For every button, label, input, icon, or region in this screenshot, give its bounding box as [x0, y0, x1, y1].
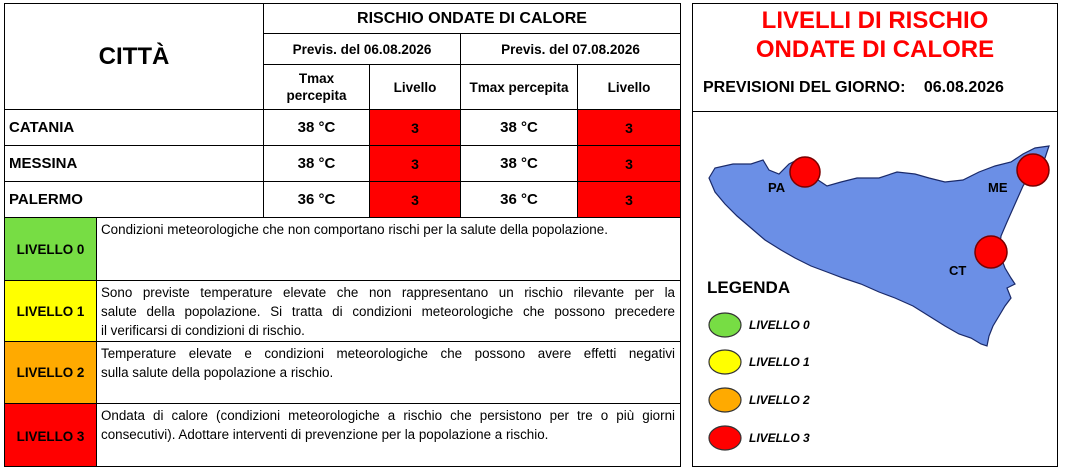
city-name: MESSINA	[4, 145, 264, 182]
panel-title	[693, 6, 1057, 64]
level-2-label: LIVELLO 2	[4, 341, 97, 404]
palermo-marker	[790, 157, 820, 187]
catania-marker	[975, 236, 1007, 268]
palermo-label: PA	[768, 180, 786, 195]
messina-marker	[1017, 154, 1049, 186]
main-header: RISCHIO ONDATE DI CALORE	[263, 3, 681, 34]
catania-label: CT	[949, 263, 967, 278]
level-value: 3	[577, 145, 681, 182]
forecast-line	[703, 79, 1049, 97]
city-header: CITTÀ	[4, 3, 264, 110]
tmax2-header: Tmax percepita	[460, 64, 578, 110]
level-value: 3	[577, 109, 681, 146]
tmax-value: 38 °C	[460, 145, 578, 182]
legend-label-3: LIVELLO 3	[749, 431, 810, 445]
legend-title: LEGENDA	[707, 278, 791, 297]
level-2-description: Temperature elevate e condizioni meteorologiche che possono avere effetti negativi sulla salute della popolazione a rischio.	[96, 341, 681, 404]
level-3-label: LIVELLO 3	[4, 403, 97, 467]
level1-header: Livello	[369, 64, 461, 110]
legend-label-0: LIVELLO 0	[749, 318, 810, 332]
level-value: 3	[577, 181, 681, 218]
level-value: 3	[369, 109, 461, 146]
level-value: 3	[369, 145, 461, 182]
legend-dot-1-icon	[705, 347, 745, 377]
tmax-value: 38 °C	[263, 145, 370, 182]
panel-title-line-1: LIVELLI DI RISCHIO	[761, 7, 989, 34]
level-0-label: LIVELLO 0	[4, 217, 97, 281]
city-name: PALERMO	[4, 181, 264, 218]
panel-title-line-2: ONDATE DI CALORE	[755, 36, 995, 63]
day1-header: Previs. del 06.08.2026	[263, 33, 461, 65]
forecast-date: 06.08.2026	[923, 79, 1004, 96]
tmax-value: 36 °C	[263, 181, 370, 218]
tmax-value: 38 °C	[263, 109, 370, 146]
tmax1-header: Tmax percepita	[263, 64, 370, 110]
level-1-description: Sono previste temperature elevate che non rappresentano un rischio rilevante per la salute della popolazione. Si tratta di condizioni meteorologiche che possono precedere il verificarsi di condizioni di rischio.	[96, 280, 681, 342]
level-3-description: Ondata di calore (condizioni meteorologiche a rischio che persistono per tre o più giorni consecutivi). Adottare interventi di prevenzione per la popolazione a rischio.	[96, 403, 681, 467]
tmax-value: 38 °C	[460, 109, 578, 146]
legend-dot-2-icon	[705, 385, 745, 415]
legend-label-2: LIVELLO 2	[749, 393, 810, 407]
legend-label-1: LIVELLO 1	[749, 355, 810, 369]
level-1-label: LIVELLO 1	[4, 280, 97, 342]
messina-label: ME	[988, 180, 1008, 195]
tmax-value: 36 °C	[460, 181, 578, 218]
level-value: 3	[369, 181, 461, 218]
level2-header: Livello	[577, 64, 681, 110]
legend-dot-3-icon	[705, 423, 745, 453]
day2-header: Previs. del 07.08.2026	[460, 33, 681, 65]
legend-dot-0-icon	[705, 310, 745, 340]
forecast-label: PREVISIONI DEL GIORNO:	[703, 79, 906, 96]
risk-map-panel	[692, 3, 1058, 467]
city-name: CATANIA	[4, 109, 264, 146]
level-0-description: Condizioni meteorologiche che non comportano rischi per la salute della popolazione.	[96, 217, 681, 281]
